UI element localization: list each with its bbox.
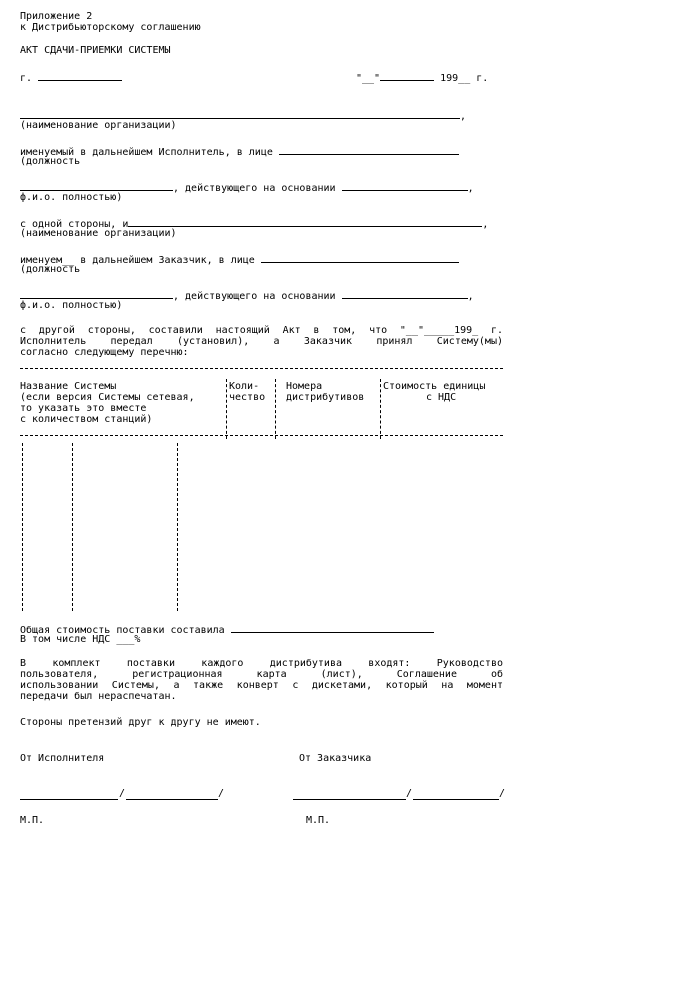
package-line-2: пользователя, регистрационная карта (лист), Соглашение об	[20, 669, 503, 680]
executor-line	[20, 145, 459, 158]
executor-sign-line	[20, 799, 118, 800]
col-cost-2: с НДС	[426, 392, 457, 403]
date-month-blank	[380, 71, 434, 81]
org2-blank	[128, 217, 482, 227]
col-name-3: то указать это вместе	[20, 403, 147, 414]
position-label-2: (должность	[20, 264, 81, 275]
org-line: ,	[20, 109, 466, 122]
position-label: (должность	[20, 156, 81, 167]
col-numbers-2: дистрибутивов	[286, 392, 365, 403]
date-day: "__"	[356, 73, 381, 84]
fio-label-2: ф.и.о. полностью)	[20, 300, 123, 311]
executor-blank	[279, 145, 459, 155]
col-divider-3	[380, 379, 381, 439]
seal-right: М.П.	[306, 815, 331, 826]
total-blank	[231, 623, 434, 633]
col-numbers-1: Номера	[286, 381, 323, 392]
customer-blank	[261, 253, 459, 263]
col-divider-1	[226, 379, 227, 439]
from-executor-label: От Исполнителя	[20, 753, 105, 764]
statement-line-2: Исполнитель передал (установил), а Заказчик принял Систему(мы)	[20, 336, 503, 347]
org-blank	[20, 109, 460, 119]
acting-line: , действующего на основании ,	[20, 181, 474, 194]
from-customer-label: От Заказчика	[299, 753, 372, 764]
acting-line-2: , действующего на основании ,	[20, 289, 474, 302]
customer-name-line	[413, 799, 499, 800]
executor-name-line	[126, 799, 218, 800]
executor-text: именуемый в дальнейшем Исполнитель, в лице	[20, 147, 273, 158]
col-cost-1: Стоимость единицы	[383, 381, 486, 392]
col-name-1: Название Системы	[20, 381, 117, 392]
agreement-label: к Дистрибьюторскому соглашению	[20, 22, 201, 33]
body-divider-2	[72, 443, 73, 611]
executor-slash-end: /	[218, 788, 225, 799]
package-line-4: передачи был нераспечатан.	[20, 691, 177, 702]
body-divider-3	[177, 443, 178, 611]
city-prefix: г.	[20, 73, 33, 84]
org-label: (наименование организации)	[20, 120, 177, 131]
other-side-text: с одной стороны, и	[20, 219, 129, 230]
other-side-line: с одной стороны, и ,	[20, 219, 489, 230]
claims-text: Стороны претензий друг к другу не имеют.	[20, 717, 261, 728]
customer-text: именуем__ в дальнейшем Заказчик, в лице	[20, 255, 255, 266]
vat-label: В том числе НДС ___%	[20, 634, 141, 645]
statement-line-1: с другой стороны, составили настоящий Акт в том, что "__"_____199_ г.	[20, 325, 503, 336]
statement-line-3: согласно следующему перечню:	[20, 347, 189, 358]
package-line-1: В комплект поставки каждого дистрибутива входят: Руководство	[20, 658, 503, 669]
fio-blank	[20, 181, 173, 191]
executor-slash: /	[119, 788, 126, 799]
body-divider-1	[22, 443, 23, 611]
acting-text: , действующего на основании	[173, 183, 336, 194]
fio-label: ф.и.о. полностью)	[20, 192, 123, 203]
date-year: 199__ г.	[440, 73, 489, 84]
city-blank	[38, 71, 122, 81]
org-label-2: (наименование организации)	[20, 228, 177, 239]
package-line-3: использовании Системы, а также конверт с дискетами, который на момент	[20, 680, 503, 691]
col-qty-1: Коли-	[229, 381, 260, 392]
fio2-blank	[20, 289, 173, 299]
col-name-2: (если версия Системы сетевая,	[20, 392, 195, 403]
total-label: Общая стоимость поставки составила	[20, 625, 225, 636]
acting-text-2: , действующего на основании	[173, 291, 336, 302]
basis2-blank	[342, 289, 468, 299]
col-qty-2: чество	[229, 392, 266, 403]
date-line	[356, 71, 488, 84]
customer-slash: /	[406, 788, 413, 799]
customer-line	[20, 253, 459, 266]
city-line	[20, 71, 122, 84]
table-header-rule	[20, 435, 503, 436]
seal-left: М.П.	[20, 815, 45, 826]
appendix-label: Приложение 2	[20, 11, 93, 22]
customer-slash-end: /	[499, 788, 506, 799]
document-title: АКТ СДАЧИ-ПРИЕМКИ СИСТЕМЫ	[20, 45, 171, 56]
col-divider-2	[275, 379, 276, 439]
customer-sign-line	[293, 799, 406, 800]
basis-blank	[342, 181, 468, 191]
table-top-rule	[20, 368, 503, 369]
col-name-4: с количеством станций)	[20, 414, 153, 425]
